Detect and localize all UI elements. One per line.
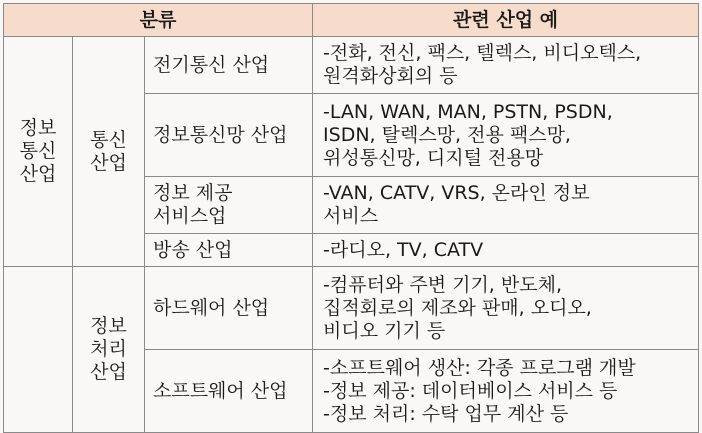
table-row bbox=[4, 37, 699, 94]
industry-examples: -소프트웨어 생산: 각종 프로그램 개발 -정보 제공: 데이터베이스 서비스 등 -정보 처리: 수탁 업무 계산 등 bbox=[313, 350, 699, 433]
industry-examples: -전화, 전신, 팩스, 텔렉스, 비디오텍스, 원격화상회의 등 bbox=[313, 37, 699, 94]
industry-examples: -컴퓨터와 주변 기기, 반도체, 집적회로의 제조와 판매, 오디오, 비디오 기기 등 bbox=[313, 267, 699, 350]
industry-name: 방송 산업 bbox=[145, 234, 313, 267]
industry-examples: -라디오, TV, CATV bbox=[313, 234, 699, 267]
industry-name: 정보 제공 서비스업 bbox=[145, 177, 313, 234]
industry-name: 소프트웨어 산업 bbox=[145, 350, 313, 433]
group-info-processing-industry: 정보 처리 산업 bbox=[73, 267, 145, 433]
table-header-row bbox=[4, 4, 699, 37]
industry-examples: -LAN, WAN, MAN, PSTN, PSDN, ISDN, 탈렉스망, 전용 팩스망, 위성통신망, 디지털 전용망 bbox=[313, 94, 699, 177]
industry-name: 전기통신 산업 bbox=[145, 37, 313, 94]
table-row bbox=[4, 267, 699, 350]
industry-examples: -VAN, CATV, VRS, 온라인 정보 서비스 bbox=[313, 177, 699, 234]
header-category: 분류 bbox=[4, 4, 313, 37]
group-telecom-industry: 통신 산업 bbox=[73, 37, 145, 267]
group-info-telecom-continued bbox=[4, 267, 73, 433]
industry-name: 하드웨어 산업 bbox=[145, 267, 313, 350]
industry-classification-table bbox=[3, 3, 699, 433]
header-examples: 관련 산업 예 bbox=[313, 4, 699, 37]
industry-name: 정보통신망 산업 bbox=[145, 94, 313, 177]
group-info-telecom-industry: 정보 통신 산업 bbox=[4, 37, 73, 267]
